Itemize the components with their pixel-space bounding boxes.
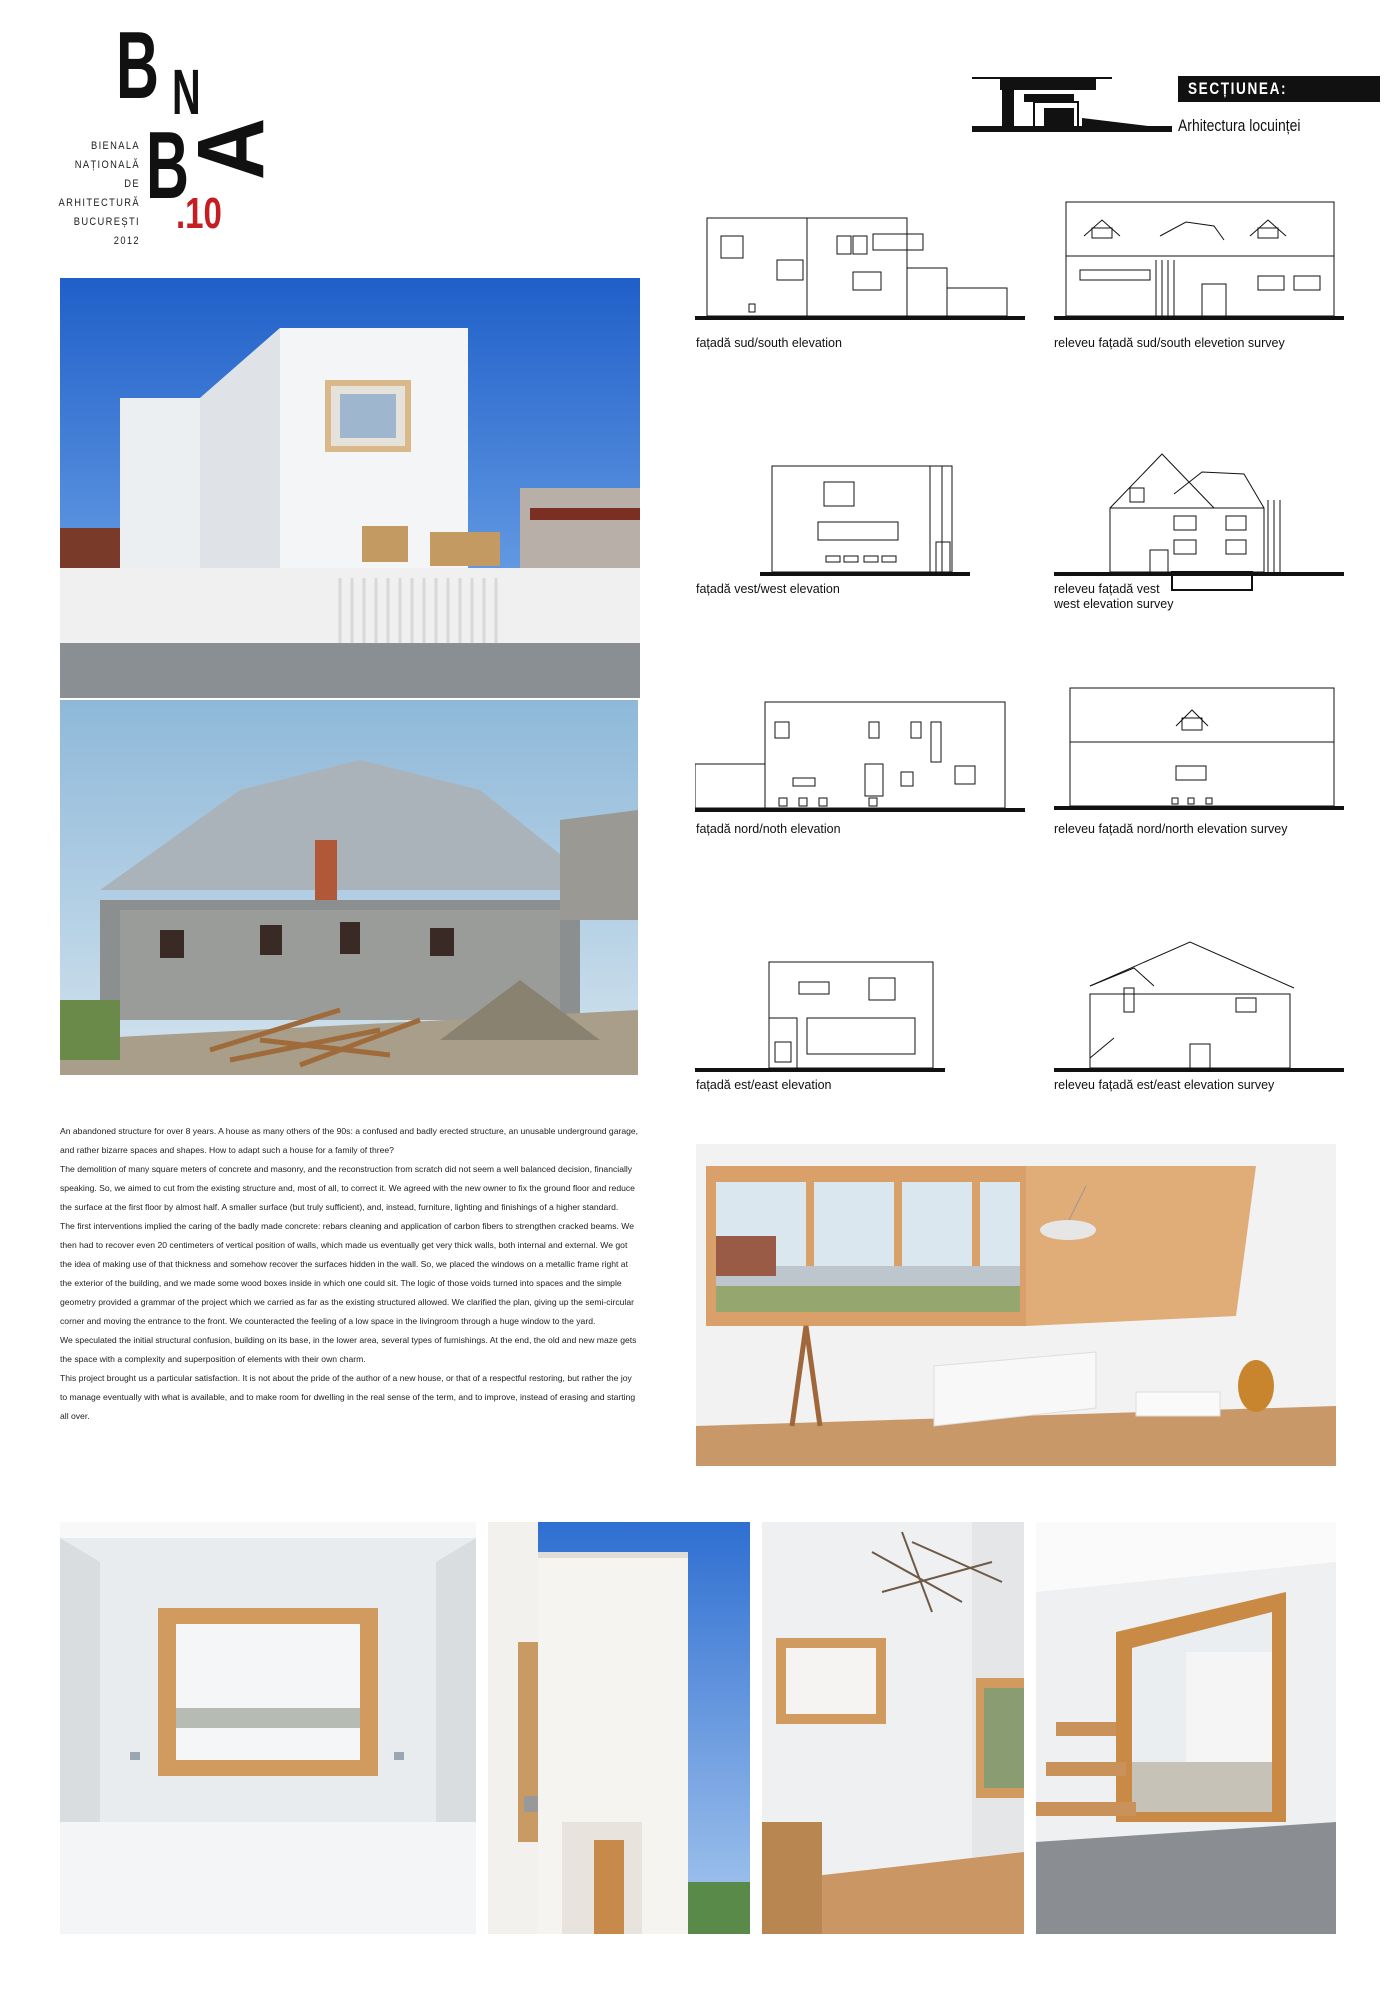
- photo-entrance: [488, 1522, 750, 1934]
- drawing-south-survey: [1054, 200, 1344, 322]
- drawing-east-elevation: [695, 958, 945, 1074]
- logo-letter-b1: B: [116, 12, 159, 119]
- caption-east-survey: releveu fațadă est/east elevation survey: [1054, 1078, 1275, 1092]
- photo-bedroom: [60, 1522, 476, 1934]
- logo-subtitle-line: NAȚIONALĂ: [74, 159, 140, 171]
- description-paragraph: This project brought us a particular satisfaction. It is not about the pride of the author of a new house, or that of a respectful restoring, but rather the joy to manage eventually with what is available, and to make room for dwelling in the real sense of the term, and to improve, instead of erasing and starting all over.: [60, 1373, 636, 1421]
- logo-letter-b2: B: [146, 112, 189, 219]
- caption-north-elevation: fațadă nord/noth elevation: [696, 822, 841, 836]
- caption-south-elevation: fațadă sud/south elevation: [696, 336, 842, 350]
- caption-west-survey-2: west elevation survey: [1054, 597, 1174, 611]
- drawing-north-elevation: [695, 698, 1025, 814]
- photo-exterior-new: [60, 278, 640, 698]
- logo-letter-a: A: [178, 117, 285, 180]
- photo-living-room: [696, 1126, 1336, 1466]
- drawing-north-survey: [1054, 686, 1344, 812]
- logo-letter-n: N: [172, 56, 201, 128]
- caption-west-survey-1: releveu fațadă vest: [1054, 582, 1160, 596]
- description-paragraph: The first interventions implied the caring of the badly made concrete: rebars cleaning and application of carbon fibers to strengthen cracked beams. We then had to recover even 20 centimeters of vertical position of walls, which made us eventually get very thick walls, both internal and external. We got the idea of making use of that thickness and somehow recover the surfaces hidden in the wall. So, we placed the windows on a metallic frame right at the exterior of the building, and we made some wood boxes inside in which one could sit. The logic of those voids turned into spaces and the simple geometry provided a grammar of the project which we carried as far as the existing structured allowed. We clarified the plan, giving up the semi-circular corner and moving the entrance to the front. We counteracted the feeling of a low space in the livingroom through a huge window to the yard.: [60, 1221, 635, 1326]
- section-tag: SECȚIUNEA:: [1178, 76, 1380, 102]
- drawing-west-elevation: [760, 462, 970, 578]
- logo-subtitle-line: BUCUREȘTI: [73, 216, 140, 228]
- logo-subtitle-line: DE: [124, 178, 140, 190]
- caption-north-survey: releveu fațadă nord/north elevation survey: [1054, 822, 1288, 836]
- caption-west-elevation: fațadă vest/west elevation: [696, 582, 840, 596]
- project-description: [60, 1122, 640, 1426]
- photo-exterior-old: [60, 700, 638, 1075]
- caption-south-survey: releveu fațadă sud/south elevetion survey: [1054, 336, 1285, 350]
- logo-subtitle-line: BIENALA: [90, 140, 140, 152]
- photo-stair-window-box: [1036, 1522, 1336, 1934]
- section-house-icon: [972, 68, 1172, 138]
- section-name: Arhitectura locuinței: [1178, 116, 1301, 135]
- caption-east-elevation: fațadă est/east elevation: [696, 1078, 832, 1092]
- description-paragraph: We speculated the initial structural confusion, building on its base, in the lower area, several types of furnishings. At the end, the old and new maze gets the space with a complexity and superposition of elements with their own charm.: [60, 1335, 637, 1364]
- logo-number: .10: [176, 189, 222, 238]
- drawing-south-elevation: [695, 212, 1025, 322]
- description-paragraph: The demolition of many square meters of concrete and masonry, and the reconstruction from scratch did not seem a well balanced decision, financially speaking. So, we aimed to cut from the existing structure and, most of all, to correct it. We agreed with the new owner to fix the ground floor and reduce the surface at the first floor by almost half. A smaller surface (but truly sufficient), and, instead, furniture, lighting and finishings of a higher standard.: [60, 1164, 635, 1212]
- logo-subtitle-line: 2012: [113, 235, 140, 247]
- drawing-west-survey: [1054, 444, 1344, 594]
- drawing-east-survey: [1054, 938, 1344, 1074]
- photo-interior-window-box: [762, 1522, 1024, 1934]
- logo-subtitle: [40, 137, 140, 251]
- logo-subtitle-line: ARHITECTURĂ: [58, 197, 140, 209]
- description-paragraph: An abandoned structure for over 8 years. A house as many others of the 90s: a confused and badly erected structure, an unusable underground garage, and rather bizarre spaces and shapes. How to adapt such a house for a family of three?: [60, 1126, 639, 1155]
